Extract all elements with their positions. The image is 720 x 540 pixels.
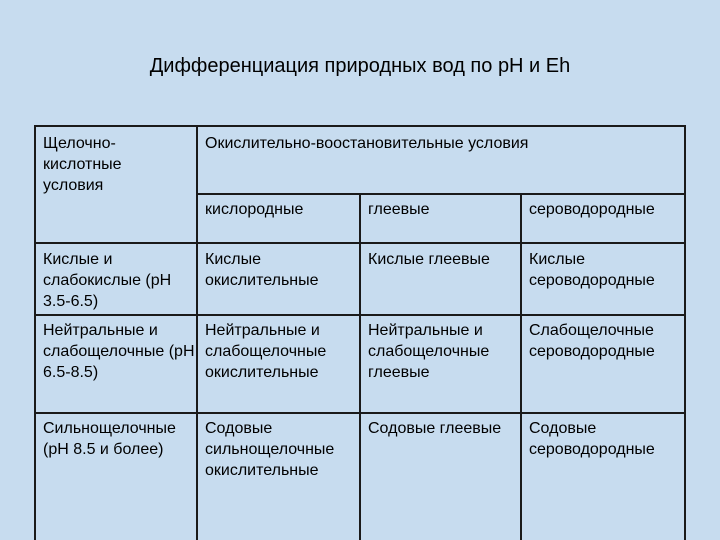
header-redox-conditions: Окислительно-воостановительные условия bbox=[205, 135, 529, 152]
page-title: Дифференциация природных вод по pH и Eh bbox=[149, 55, 571, 77]
cell-neutral-gley: Нейтральные и слабощелочные глеевые bbox=[368, 322, 490, 381]
header-group-divider bbox=[196, 193, 686, 195]
cell-alkaline-oxygen: Содовые сильнощелочные окислительные bbox=[205, 420, 335, 479]
table-border-right bbox=[684, 125, 686, 540]
row-label-neutral: Нейтральные и слабощелочные (pH 6.5-8.5) bbox=[43, 322, 195, 381]
row-divider-2 bbox=[34, 314, 685, 316]
header-ph-conditions: Щелочно-кислотные условия bbox=[43, 135, 122, 194]
column-divider-3 bbox=[520, 193, 522, 540]
cell-neutral-oxygen: Нейтральные и слабощелочные окислительные bbox=[205, 322, 327, 381]
cell-alkaline-gley: Содовые глеевые bbox=[368, 420, 502, 437]
cell-neutral-sulfide: Слабощелочные сероводородные bbox=[529, 322, 655, 360]
cell-acidic-gley: Кислые глеевые bbox=[368, 251, 490, 268]
subheader-oxygen: кислородные bbox=[205, 201, 304, 218]
subheader-gley: глеевые bbox=[368, 201, 430, 218]
row-divider-1 bbox=[34, 242, 685, 244]
row-label-acidic: Кислые и слабокислые (pH 3.5-6.5) bbox=[43, 251, 172, 310]
table-border-top bbox=[34, 125, 685, 127]
cell-alkaline-sulfide: Содовые сероводородные bbox=[529, 420, 655, 458]
cell-acidic-oxygen: Кислые окислительные bbox=[205, 251, 319, 289]
subheader-hydrogen-sulfide: сероводородные bbox=[529, 201, 655, 218]
cell-acidic-sulfide: Кислые сероводородные bbox=[529, 251, 655, 289]
row-divider-3 bbox=[34, 412, 685, 414]
row-label-alkaline: Сильнощелочные (pH 8.5 и более) bbox=[43, 420, 176, 458]
